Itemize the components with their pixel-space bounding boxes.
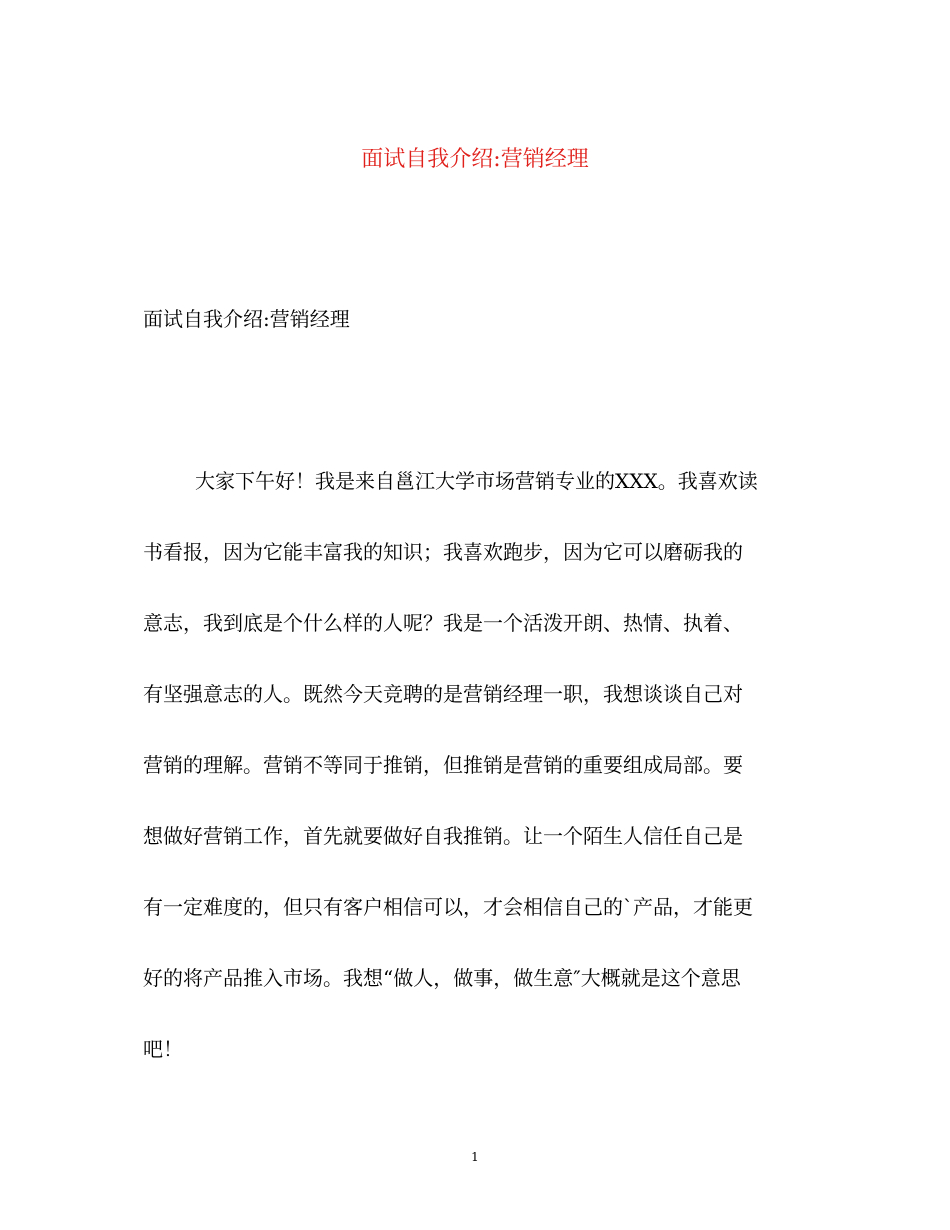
body-paragraph (143, 446, 808, 1085)
paragraph-line: 有一定难度的，但只有客户相信可以，才会相信自己的`产品，才能更 (143, 895, 753, 919)
document-subtitle: 面试自我介绍:营销经理 (143, 307, 350, 331)
paragraph-line: 意志，我到底是个什么样的人呢？我是一个活泼开朗、热情、执着、 (143, 611, 743, 635)
page-number: 1 (471, 1150, 479, 1164)
paragraph-line: 吧！ (143, 1037, 183, 1061)
paragraph-line: 营销的理解。营销不等同于推销，但推销是营销的重要组成局部。要 (143, 753, 743, 777)
paragraph-line: 好的将产品推入市场。我想“做人，做事，做生意″大概就是这个意思 (143, 966, 741, 990)
document-title: 面试自我介绍:营销经理 (361, 147, 589, 172)
paragraph-line: 大家下午好！我是来自邕江大学市场营销专业的XXX。我喜欢读 (195, 469, 758, 493)
paragraph-line: 想做好营销工作，首先就要做好自我推销。让一个陌生人信任自己是 (143, 824, 743, 848)
paragraph-line: 有坚强意志的人。既然今天竞聘的是营销经理一职，我想谈谈自己对 (143, 682, 743, 706)
paragraph-line: 书看报，因为它能丰富我的知识；我喜欢跑步，因为它可以磨砺我的 (143, 540, 743, 564)
